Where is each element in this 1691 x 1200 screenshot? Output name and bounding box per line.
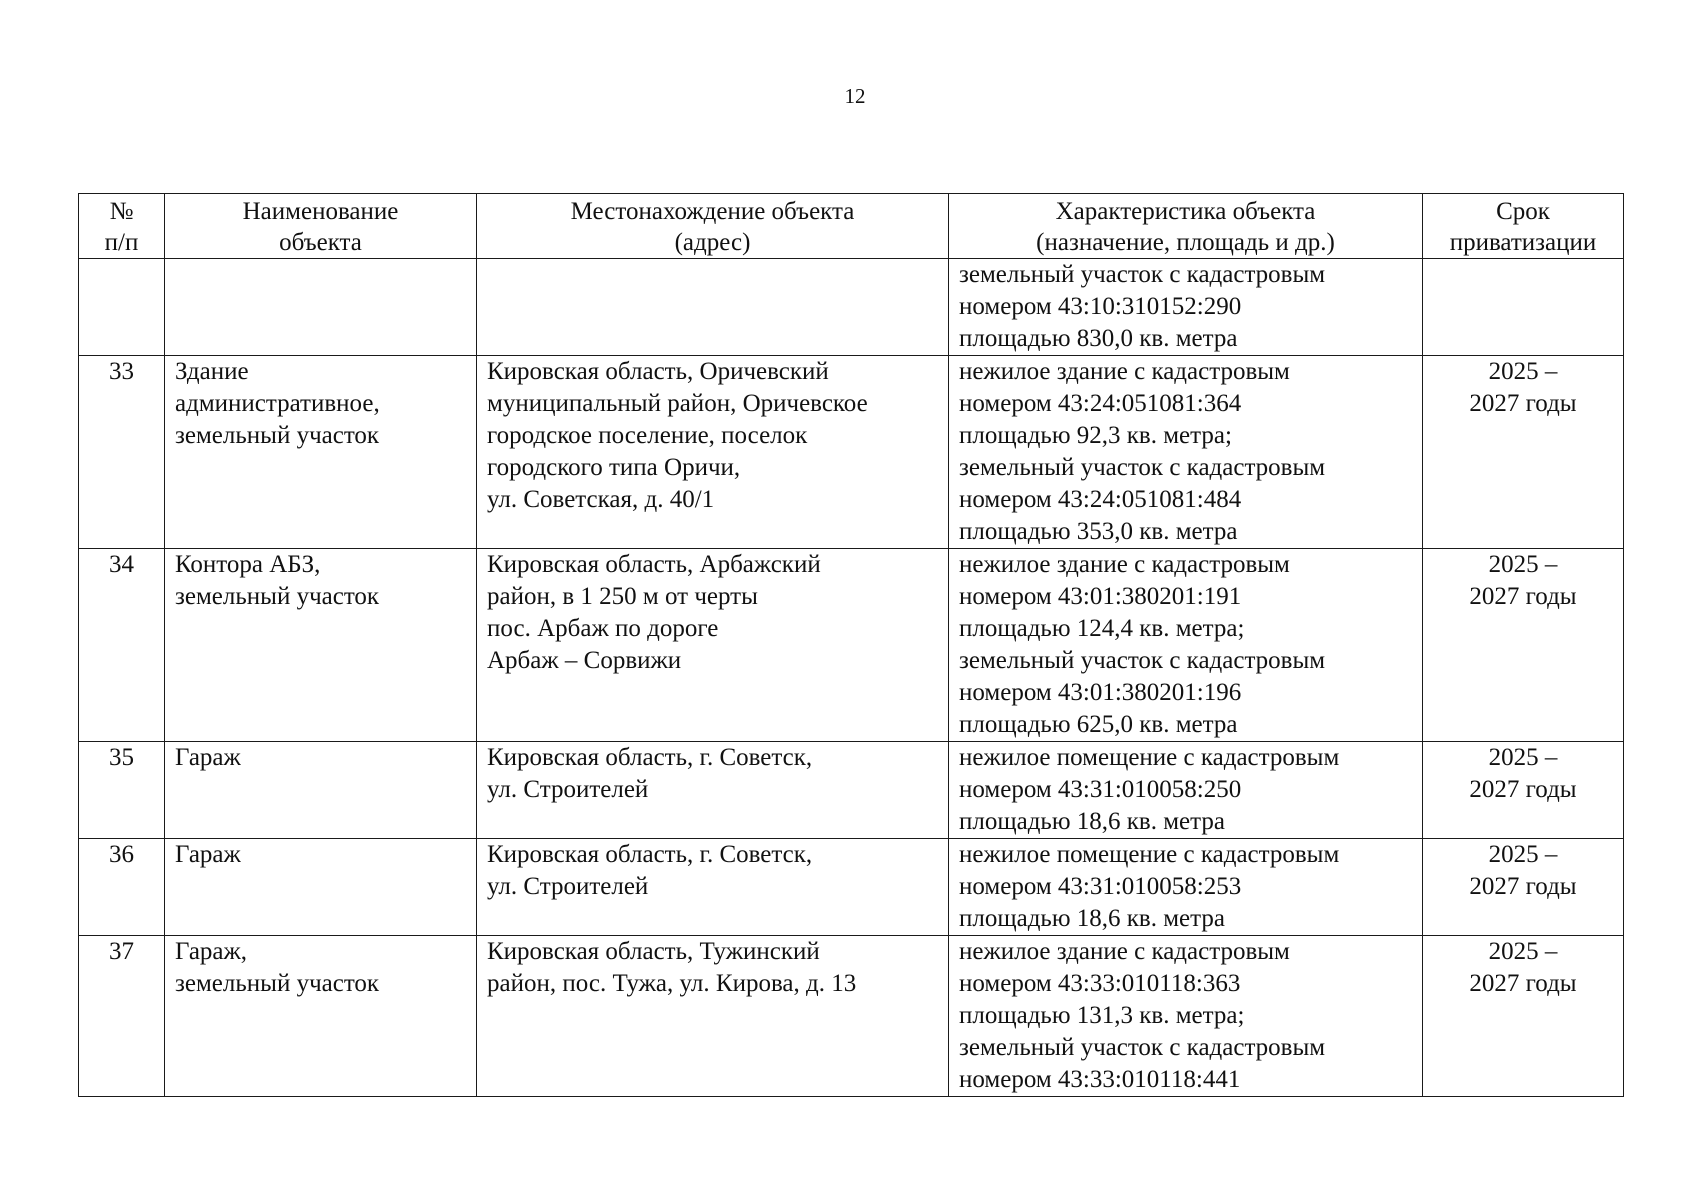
cell-text-line: городское поселение, поселок <box>487 422 808 449</box>
cell-text-line: ул. Советская, д. 40/1 <box>487 486 715 513</box>
cell-text-line: земельный участок <box>175 583 380 610</box>
cell-text-line: земельный участок <box>175 422 380 449</box>
object-address-cell <box>477 549 949 742</box>
privatization-term-cell <box>1423 356 1624 549</box>
table-header-row <box>79 194 1624 259</box>
row-number-cell: 36 <box>79 839 165 936</box>
privatization-term-cell <box>1423 259 1624 356</box>
object-address-cell <box>477 936 949 1097</box>
page-number: 12 <box>844 84 866 108</box>
object-name-cell <box>165 356 477 549</box>
cell-text-line: 2027 годы <box>1469 970 1577 997</box>
cell-text-line: нежилое здание с кадастровым <box>959 358 1290 385</box>
cell-text-line: городского типа Оричи, <box>487 454 741 481</box>
cell-text-line: Кировская область, г. Советск, <box>487 841 813 868</box>
cell-text-line: номером 43:01:380201:191 <box>959 583 1242 610</box>
cell-text-line: номером 43:24:051081:484 <box>959 486 1242 513</box>
object-characteristics-cell <box>949 259 1423 356</box>
cell-text-line: 2025 – <box>1488 841 1558 868</box>
cell-text-line: номером 43:01:380201:196 <box>959 679 1242 706</box>
cell-text-line: Кировская область, Тужинский <box>487 938 820 965</box>
cell-text-line: 2027 годы <box>1469 583 1577 610</box>
cell-text-line: 2027 годы <box>1469 776 1577 803</box>
cell-text-line: 2027 годы <box>1469 390 1577 417</box>
cell-text-line: площадью 625,0 кв. метра <box>959 711 1238 738</box>
cell-text-line: нежилое здание с кадастровым <box>959 938 1290 965</box>
cell-text-line: площадью 18,6 кв. метра <box>959 905 1225 932</box>
cell-text-line: земельный участок с кадастровым <box>959 454 1326 481</box>
table-row <box>79 356 1624 549</box>
cell-text-line: номером 43:24:051081:364 <box>959 390 1242 417</box>
row-number-cell: 34 <box>79 549 165 742</box>
cell-text-line: Гараж <box>175 744 241 771</box>
object-address-cell <box>477 356 949 549</box>
header-object-characteristics: Характеристика объекта (назначение, площадь и др.) <box>949 194 1423 259</box>
cell-text-line: площадью 92,3 кв. метра; <box>959 422 1232 449</box>
privatization-term-cell <box>1423 839 1624 936</box>
privatization-term-cell <box>1423 742 1624 839</box>
header-number: № п/п <box>79 194 165 259</box>
cell-text-line: площадью 131,3 кв. метра; <box>959 1002 1245 1029</box>
object-address-cell <box>477 742 949 839</box>
cell-text-line: Арбаж – Сорвижи <box>487 647 682 674</box>
privatization-term-cell <box>1423 936 1624 1097</box>
privatization-table <box>78 193 1624 1097</box>
cell-text-line: номером 43:10:310152:290 <box>959 293 1242 320</box>
cell-text-line: ул. Строителей <box>487 873 649 900</box>
cell-text-line: номером 43:33:010118:363 <box>959 970 1241 997</box>
cell-text-line: площадью 18,6 кв. метра <box>959 808 1225 835</box>
object-characteristics-cell <box>949 356 1423 549</box>
object-name-cell <box>165 549 477 742</box>
cell-text-line: район, в 1 250 м от черты <box>487 583 758 610</box>
cell-text-line: номером 43:31:010058:250 <box>959 776 1242 803</box>
cell-text-line: муниципальный район, Оричевское <box>487 390 868 417</box>
object-address-cell <box>477 839 949 936</box>
table-row <box>79 549 1624 742</box>
header-object-name: Наименование объекта <box>165 194 477 259</box>
cell-text-line: Здание <box>175 358 249 385</box>
object-name-cell <box>165 742 477 839</box>
header-object-address: Местонахождение объекта (адрес) <box>477 194 949 259</box>
object-characteristics-cell <box>949 742 1423 839</box>
table-row <box>79 742 1624 839</box>
cell-text-line: Гараж <box>175 841 241 868</box>
cell-text-line: нежилое помещение с кадастровым <box>959 841 1340 868</box>
cell-text-line: Контора АБЗ, <box>175 551 321 578</box>
table-row <box>79 259 1624 356</box>
row-number-cell <box>79 259 165 356</box>
object-name-cell <box>165 839 477 936</box>
cell-text-line: площадью 353,0 кв. метра <box>959 518 1238 545</box>
object-characteristics-cell <box>949 549 1423 742</box>
object-name-cell <box>165 259 477 356</box>
cell-text-line: нежилое здание с кадастровым <box>959 551 1290 578</box>
cell-text-line: Гараж, <box>175 938 248 965</box>
object-name-cell <box>165 936 477 1097</box>
object-address-cell <box>477 259 949 356</box>
cell-text-line: административное, <box>175 390 380 417</box>
row-number-cell: 35 <box>79 742 165 839</box>
cell-text-line: площадью 124,4 кв. метра; <box>959 615 1245 642</box>
cell-text-line: земельный участок с кадастровым <box>959 647 1326 674</box>
cell-text-line: район, пос. Тужа, ул. Кирова, д. 13 <box>487 970 857 997</box>
cell-text-line: земельный участок с кадастровым <box>959 1034 1326 1061</box>
cell-text-line: земельный участок с кадастровым <box>959 261 1326 288</box>
table-body <box>79 259 1624 1097</box>
object-characteristics-cell <box>949 839 1423 936</box>
table-row <box>79 839 1624 936</box>
cell-text-line: земельный участок <box>175 970 380 997</box>
cell-text-line: 2025 – <box>1488 938 1558 965</box>
cell-text-line: Кировская область, г. Советск, <box>487 744 813 771</box>
privatization-term-cell <box>1423 549 1624 742</box>
row-number-cell: 33 <box>79 356 165 549</box>
cell-text-line: пос. Арбаж по дороге <box>487 615 719 642</box>
cell-text-line: Кировская область, Арбажский <box>487 551 821 578</box>
object-characteristics-cell <box>949 936 1423 1097</box>
cell-text-line: Кировская область, Оричевский <box>487 358 829 385</box>
table-row <box>79 936 1624 1097</box>
cell-text-line: 2025 – <box>1488 744 1558 771</box>
cell-text-line: 2025 – <box>1488 551 1558 578</box>
row-number-cell: 37 <box>79 936 165 1097</box>
cell-text-line: номером 43:33:010118:441 <box>959 1066 1241 1093</box>
header-privatization-term: Срок приватизации <box>1423 194 1624 259</box>
cell-text-line: 2025 – <box>1488 358 1558 385</box>
cell-text-line: ул. Строителей <box>487 776 649 803</box>
cell-text-line: номером 43:31:010058:253 <box>959 873 1242 900</box>
cell-text-line: 2027 годы <box>1469 873 1577 900</box>
cell-text-line: площадью 830,0 кв. метра <box>959 325 1238 352</box>
cell-text-line: нежилое помещение с кадастровым <box>959 744 1340 771</box>
